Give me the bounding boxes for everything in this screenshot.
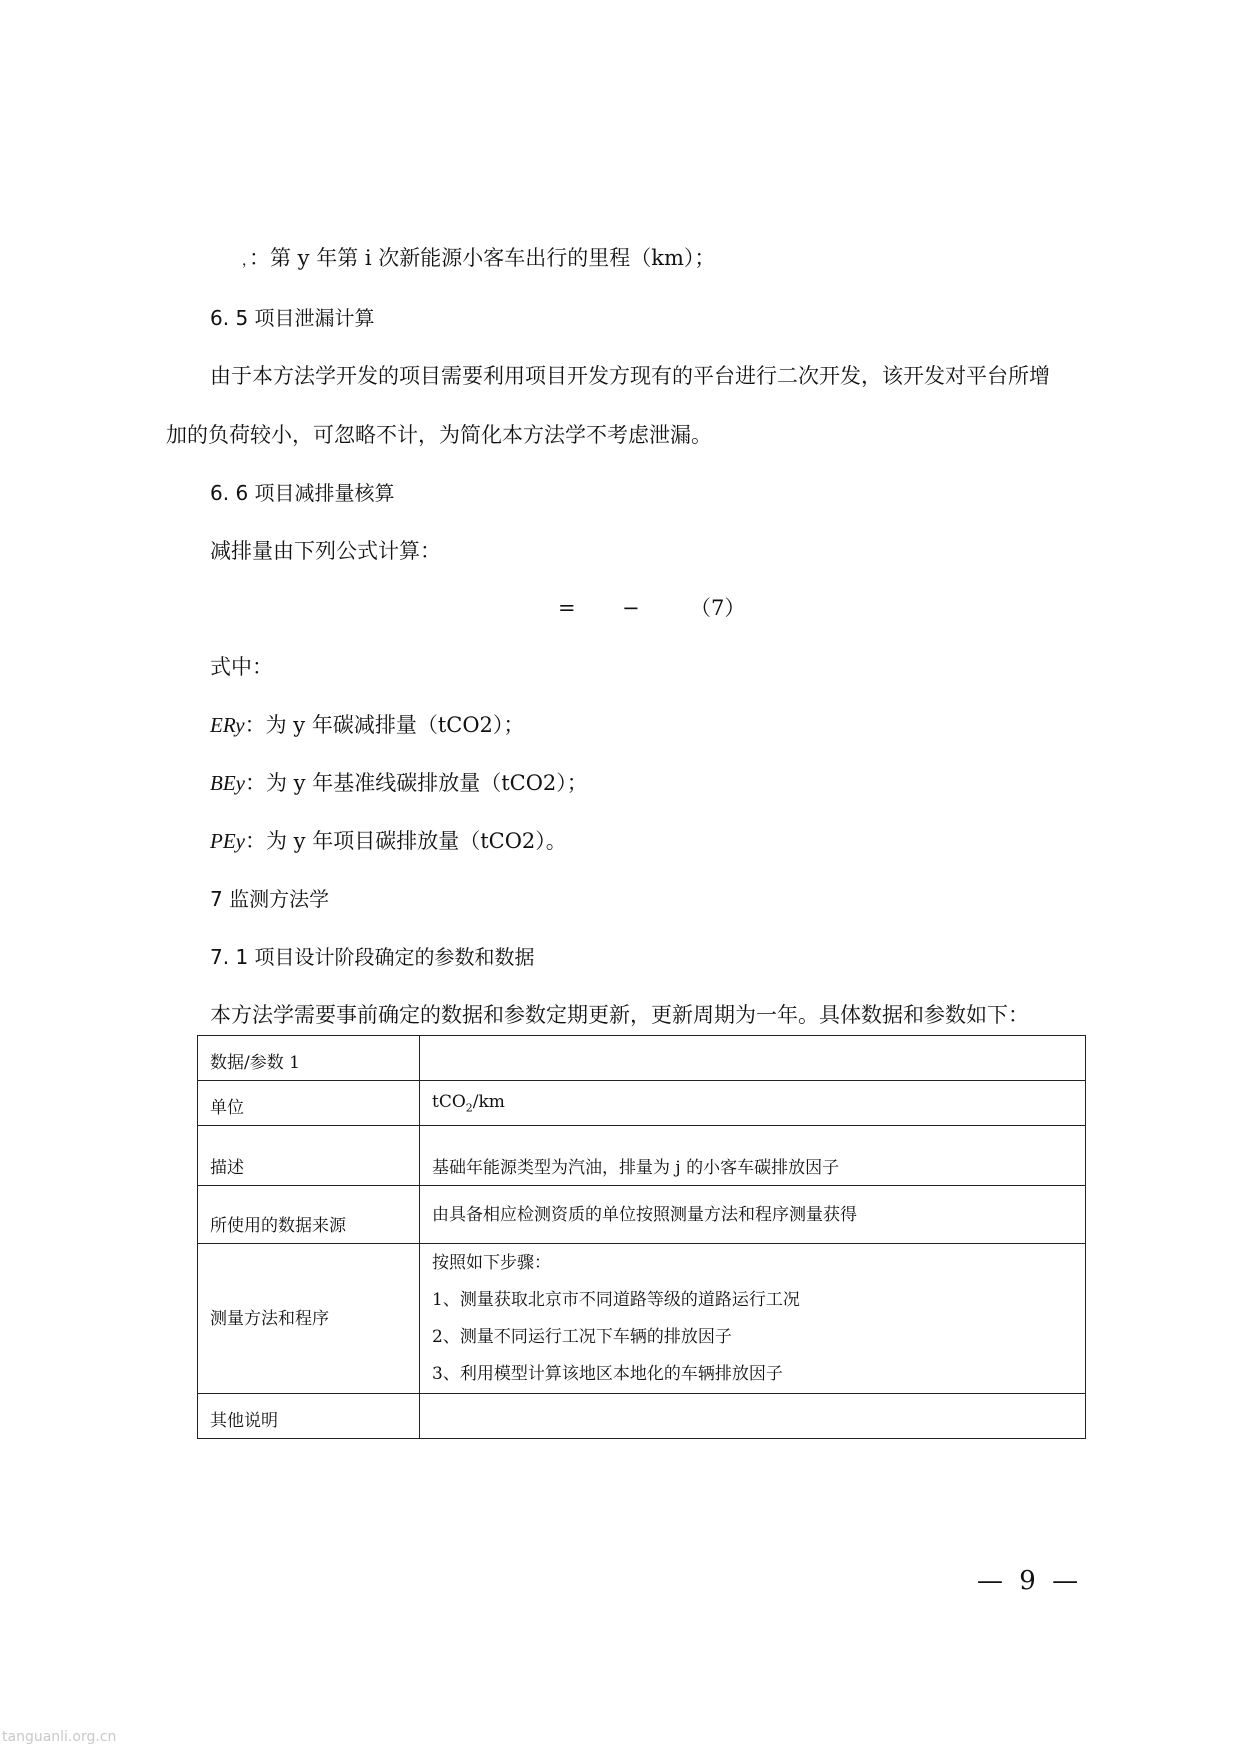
table-value [420,1036,1086,1081]
unit-prefix: tCO [432,1091,466,1112]
definition-pey [210,826,567,856]
table-key: 描述 [198,1126,420,1186]
unit-subscript: 2 [465,1101,473,1114]
table-key: 数据/参数 1 [198,1036,420,1081]
formula-equals: = [558,596,576,620]
variable-mark: ， [242,253,249,269]
table-value [420,1394,1086,1439]
table-value-steps [420,1244,1086,1394]
variable-definition [242,243,715,276]
table-value: 基础年能源类型为汽油，排量为 j 的小客车碳排放因子 [420,1126,1086,1186]
where-label: 式中： [210,655,273,679]
definition-bey-text: ：为 y 年基准线碳排放量（tCO2）； [244,771,588,795]
definition-bey [210,768,588,798]
formula-minus: − [622,596,640,620]
watermark: tanguanli.org.cn [2,1729,117,1745]
paragraph-6-5-line-2: 加的负荷较小，可忽略不计，为简化本方法学不考虑泄漏。 [166,423,712,447]
table-key: 测量方法和程序 [198,1244,420,1394]
definition-ery [210,710,524,740]
table-row [198,1126,1086,1186]
step-intro: 按照如下步骤： [432,1252,551,1273]
symbol-bey: BEy [210,771,245,795]
definition-pey-text: ：为 y 年项目碳排放量（tCO2）。 [244,829,567,853]
variable-definition-text: ：第 y 年第 i 次新能源小客车出行的里程（km）； [249,246,716,270]
paragraph-6-5-line-1: 由于本方法学开发的项目需要利用项目开发方现有的平台进行二次开发，该开发对平台所增 [210,364,1050,388]
parameter-table [197,1035,1086,1439]
table-row [198,1036,1086,1081]
section-7-1-heading: 7. 1 项目设计阶段确定的参数和数据 [210,945,535,969]
step-item: 2、测量不同运行工况下车辆的排放因子 [432,1326,732,1347]
table-key: 单位 [198,1081,420,1126]
table-value: 由具备相应检测资质的单位按照测量方法和程序测量获得 [420,1186,1086,1244]
symbol-ery: ERy [210,713,245,737]
step-item: 3、利用模型计算该地区本地化的车辆排放因子 [432,1363,783,1384]
definition-ery-text: ：为 y 年碳减排量（tCO2）； [244,713,525,737]
table-key: 其他说明 [198,1394,420,1439]
table-row [198,1244,1086,1394]
paragraph-7-1: 本方法学需要事前确定的数据和参数定期更新，更新周期为一年。具体数据和参数如下： [210,1003,1029,1027]
table-row [198,1081,1086,1126]
symbol-pey: PEy [210,829,245,853]
formula-number: （7） [690,596,746,620]
table-row [198,1186,1086,1244]
step-item: 1、测量获取北京市不同道路等级的道路运行工况 [432,1289,800,1310]
paragraph-6-6: 减排量由下列公式计算： [210,539,441,563]
table-key: 所使用的数据来源 [198,1186,420,1244]
section-6-5-heading: 6. 5 项目泄漏计算 [210,306,375,330]
section-7-heading: 7 监测方法学 [210,887,330,911]
table-row [198,1394,1086,1439]
table-value-unit [420,1081,1086,1126]
unit-suffix: /km [472,1091,505,1112]
section-6-6-heading: 6. 6 项目减排量核算 [210,481,395,505]
page-number: — 9 — [977,1566,1083,1596]
